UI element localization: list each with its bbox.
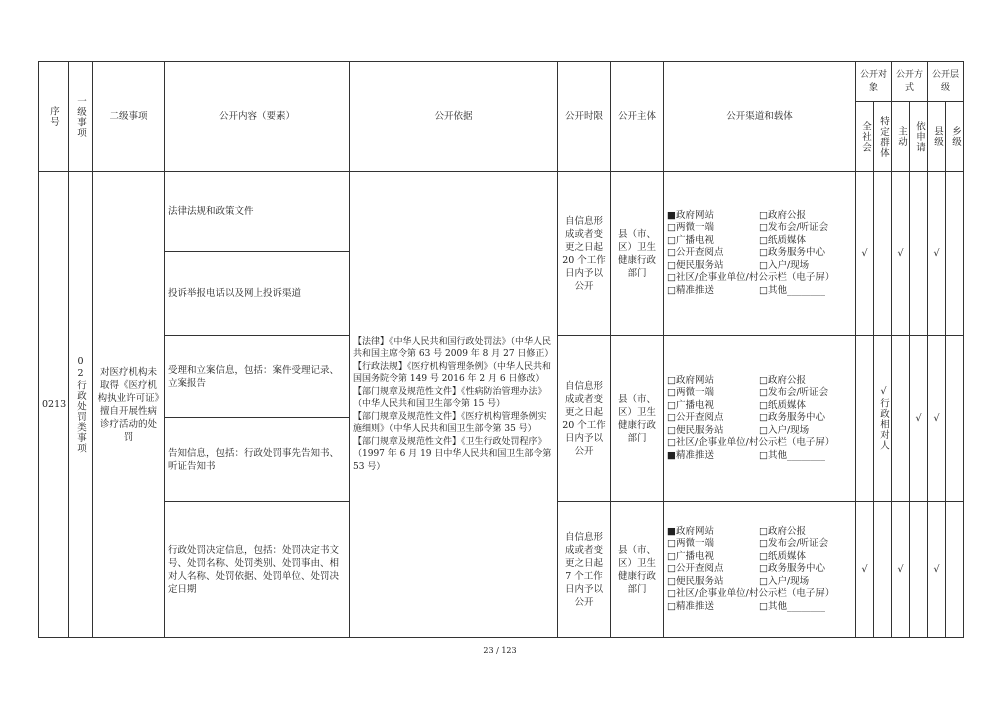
group1-method-active: √	[892, 172, 910, 336]
group2-level-county: √	[928, 336, 946, 502]
group3-time: 自信息形成或者变更之日起 7 个工作日内予以公开	[558, 502, 611, 638]
group3-target-all: √	[856, 502, 874, 638]
group1-channels: ■政府网站 □政府公报 □两微一端 □发布会/听证会 □广播电视 □纸质媒体 □公开查阅点 □政务服务中心 □便民服务站 □入户/现场 □社区/企事业单位/村公示栏（电子屏） □精准推送 □其他________	[664, 172, 856, 336]
row-basis	[350, 172, 558, 638]
disclosure-table	[38, 61, 964, 638]
content-item: 法律法规和政策文件	[165, 172, 350, 252]
group2-subject: 县（市、区）卫生健康行政部门	[611, 336, 664, 502]
group3-channels: ■政府网站 □政府公报 □两微一端 □发布会/听证会 □广播电视 □纸质媒体 □公开查阅点 □政务服务中心 □便民服务站 □入户/现场 □社区/企事业单位/村公示栏（电子屏） □精准推送 □其他________	[664, 502, 856, 638]
basis-item: 【部门规章及规范性文件】《医疗机构管理条例实施细则》（中华人民共和国卫生部令第 35 号）	[353, 411, 547, 435]
content-item: 投诉举报电话以及网上投诉渠道	[165, 252, 350, 336]
group3-level-county: √	[928, 502, 946, 638]
group2-method-active	[892, 336, 910, 502]
group1-level-county: √	[928, 172, 946, 336]
group2-time: 自信息形成或者变更之日起 20 个工作日内予以公开	[558, 336, 611, 502]
header-basis: 公开依据	[350, 62, 558, 172]
header-method-apply: 依申请	[910, 102, 928, 172]
header-subject: 公开主体	[611, 62, 664, 172]
header-target: 公开对象	[856, 62, 892, 102]
group1-method-apply	[910, 172, 928, 336]
group2-target-all	[856, 336, 874, 502]
group3-level-town	[946, 502, 964, 638]
group3-target-specific	[874, 502, 892, 638]
header-level-county: 县级	[928, 102, 946, 172]
table-row	[39, 172, 964, 252]
group2-target-specific: √行政相对人	[874, 336, 892, 502]
row-level2: 对医疗机构未取得《医疗机构执业许可证》擅自开展性病诊疗活动的处罚	[93, 172, 165, 638]
header-content: 公开内容（要素）	[165, 62, 350, 172]
header-target-specific: 特定群体	[874, 102, 892, 172]
header-time: 公开时限	[558, 62, 611, 172]
group1-subject: 县（市、区）卫生健康行政部门	[611, 172, 664, 336]
header-target-all: 全社会	[856, 102, 874, 172]
group3-method-active: √	[892, 502, 910, 638]
group2-method-apply: √	[910, 336, 928, 502]
header-method-active: 主动	[892, 102, 910, 172]
header-channels: 公开渠道和载体	[664, 62, 856, 172]
page-number: 23 / 123	[483, 646, 517, 655]
header-level: 公开层级	[928, 62, 964, 102]
group1-target-specific	[874, 172, 892, 336]
group2-level-town	[946, 336, 964, 502]
group2-channels: □政府网站 □政府公报 □两微一端 □发布会/听证会 □广播电视 □纸质媒体 □公开查阅点 □政务服务中心 □便民服务站 □入户/现场 □社区/企事业单位/村公示栏（电子屏） ■精准推送 □其他________	[664, 336, 856, 502]
group1-time: 自信息形成或者变更之日起 20 个工作日内予以公开	[558, 172, 611, 336]
basis-item: 【行政法规】《医疗机构管理条例》（中华人民共和国国务院令第 149 号 2016 年 2 月 6 日修改）	[353, 361, 552, 385]
basis-item: 【部门规章及规范性文件】《性病防治管理办法》（中华人民共和国卫生部令第 15 号）	[353, 386, 547, 410]
row-seq: 0213	[39, 172, 69, 638]
header-method: 公开方式	[892, 62, 928, 102]
header-seq: 序号	[39, 62, 69, 172]
content-item: 行政处罚决定信息，包括：处罚决定书文号、处罚名称、处罚类别、处罚事由、相对人名称、处罚依据、处罚单位、处罚决定日期	[165, 502, 350, 638]
header-level-town: 乡级	[946, 102, 964, 172]
group1-level-town	[946, 172, 964, 336]
group3-method-apply	[910, 502, 928, 638]
group1-target-all: √	[856, 172, 874, 336]
header-level2: 二级事项	[93, 62, 165, 172]
row-level1: 02行政处罚类事项	[69, 172, 93, 638]
header-level1: 一级事项	[69, 62, 93, 172]
group3-subject: 县（市、区）卫生健康行政部门	[611, 502, 664, 638]
content-item: 告知信息，包括：行政处罚事先告知书、听证告知书	[165, 418, 350, 502]
content-item: 受理和立案信息，包括：案件受理记录、立案报告	[165, 336, 350, 418]
basis-item: 【法律】《中华人民共和国行政处罚法》（中华人民共和国主席令第 63 号 2009 年 8 月 27 日修正）	[353, 336, 554, 360]
basis-item: 【部门规章及规范性文件】《卫生行政处罚程序》（1997 年 6 月 19 日中华人民共和国卫生部令第 53 号）	[353, 436, 552, 472]
